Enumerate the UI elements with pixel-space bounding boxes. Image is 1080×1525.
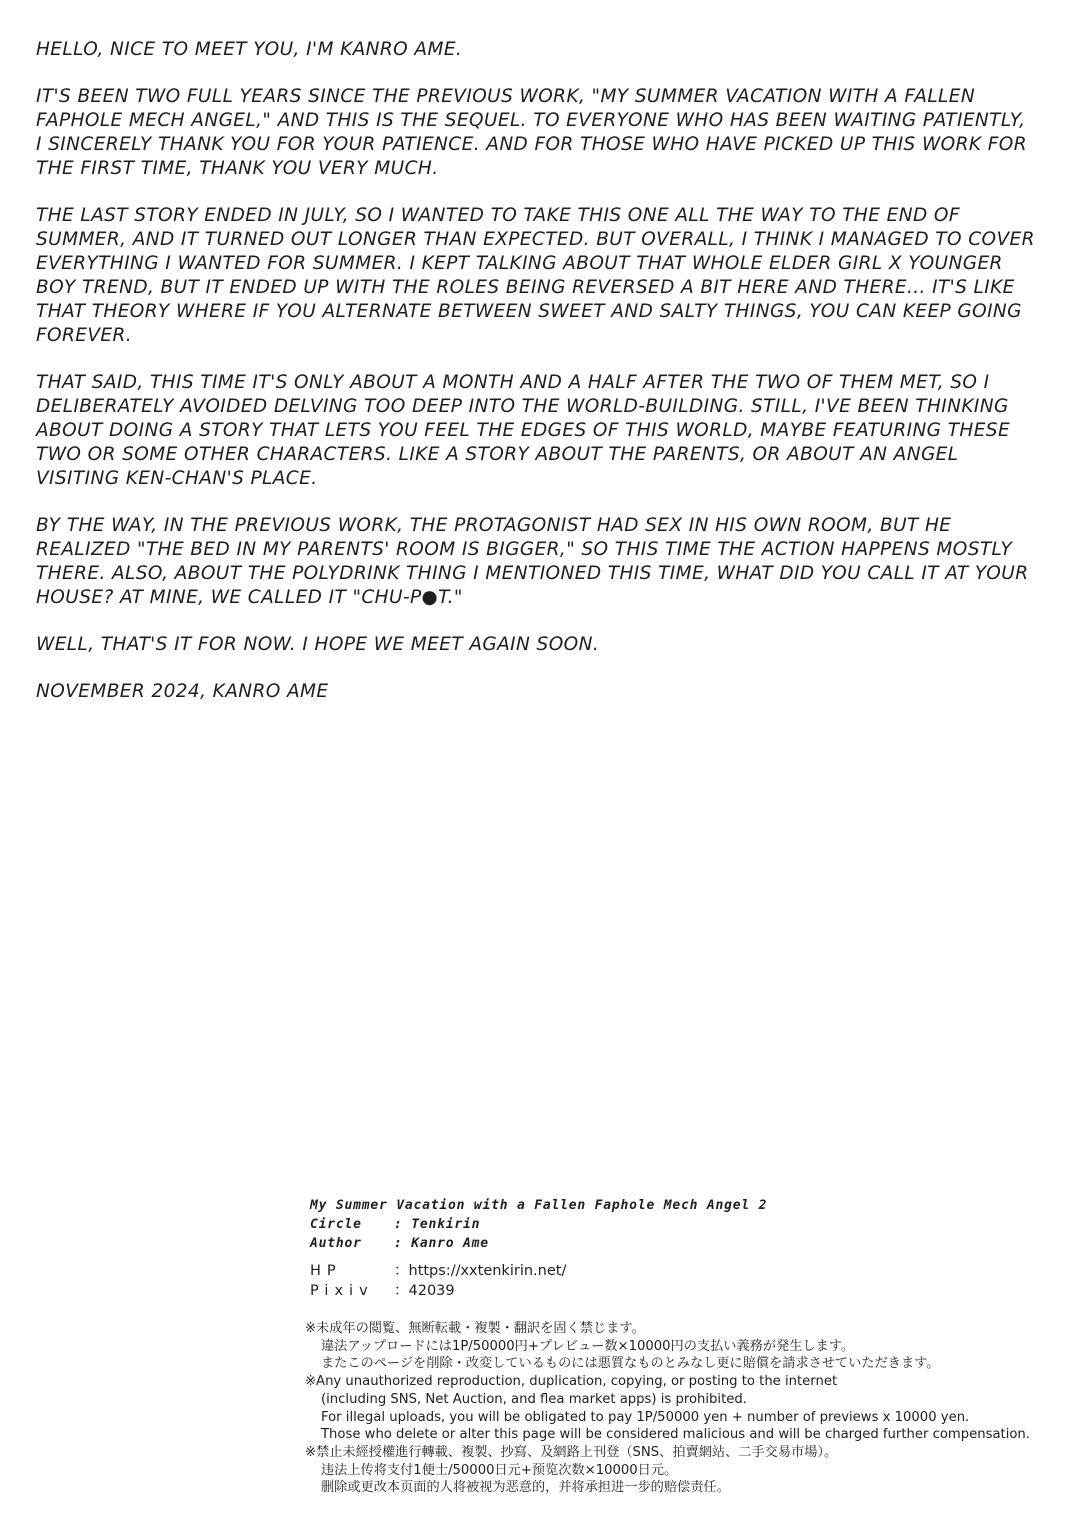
circle-label: Circle <box>310 1217 362 1232</box>
author-label: Author <box>310 1236 362 1251</box>
afterword-paragraph: WELL, THAT'S IT FOR NOW. I HOPE WE MEET AGAIN SOON. <box>36 634 600 655</box>
notice-english <box>305 1373 1065 1444</box>
notice-line: 違法アップロードには1P/50000円+プレビュー数×10000円の支払い義務が発生します。 <box>321 1338 855 1354</box>
afterword-paragraph: IT'S BEEN TWO FULL YEARS SINCE THE PREVIOUS WORK, "MY SUMMER VACATION WITH A FALLEN FAPHOLE MECH ANGEL," AND THIS IS THE SEQUEL. TO EVERYONE WHO HAS BEEN WAITING PATIENTLY, I SINCERELY THANK YOU FOR YOUR PATIENCE. AND FOR THOSE WHO HAVE PICKED UP THIS WORK FOR THE FIRST TIME, THANK YOU VERY MUCH. <box>36 86 1027 179</box>
author-value: : Kanro Ame <box>394 1236 489 1251</box>
notice-line: Those who delete or alter this page will be considered malicious and will be charged further compensation. <box>321 1427 1030 1443</box>
notice-japanese <box>305 1320 1065 1373</box>
afterword-paragraph: HELLO, NICE TO MEET YOU, I'M KANRO AME. <box>36 39 463 60</box>
pixiv-label: Pixiv <box>310 1283 374 1299</box>
links-block <box>310 1261 566 1301</box>
afterword-text <box>36 38 1036 727</box>
afterword-signature: NOVEMBER 2024, KANRO AME <box>36 681 329 702</box>
author-row <box>310 1234 767 1253</box>
afterword-paragraph: BY THE WAY, IN THE PREVIOUS WORK, THE PROTAGONIST HAD SEX IN HIS OWN ROOM, BUT HE REALIZED "THE BED IN MY PARENTS' ROOM IS BIGGER," SO THIS TIME THE ACTION HAPPENS MOSTLY THERE. ALSO, ABOUT THE POLYDRINK THING I MENTIONED THIS TIME, WHAT DID YOU CALL IT AT YOUR HOUSE? AT MINE, WE CALLED IT "CHU-P●T." <box>36 515 1029 608</box>
hp-url: ：https://xxtenkirin.net/ <box>394 1263 567 1279</box>
notice-line: ※禁止未經授權進行轉載、複製、抄寫、及網路上刊登（SNS、拍賣網站、二手交易市場）。 <box>305 1444 838 1460</box>
notice-line: またこのページを削除・改変しているものには悪質なものとみなし更に賠償を請求させていただきます。 <box>321 1356 940 1372</box>
pixiv-id: ：42039 <box>394 1283 455 1299</box>
afterword-paragraph: THE LAST STORY ENDED IN JULY, SO I WANTED TO TAKE THIS ONE ALL THE WAY TO THE END OF SUMMER, AND IT TURNED OUT LONGER THAN EXPECTED. BUT OVERALL, I THINK I MANAGED TO COVER EVERYTHING I WANTED FOR SUMMER. I KEPT TALKING ABOUT THAT WHOLE ELDER GIRL X YOUNGER BOY TREND, BUT IT ENDED UP WITH THE ROLES BEING REVERSED A BIT HERE AND THERE... IT'S LIKE THAT THEORY WHERE IF YOU ALTERNATE BETWEEN SWEET AND SALTY THINGS, YOU CAN KEEP GOING FOREVER. <box>36 205 1035 346</box>
notice-chinese <box>305 1444 1065 1497</box>
circle-value: : Tenkirin <box>394 1217 481 1232</box>
circle-row <box>310 1215 767 1234</box>
notice-line: For illegal uploads, you will be obligated to pay 1P/50000 yen + number of previews x 10000 yen. <box>321 1409 970 1425</box>
credits-block <box>310 1196 767 1253</box>
notice-line: (including SNS, Net Auction, and flea market apps) is prohibited. <box>321 1391 747 1407</box>
hp-row <box>310 1261 566 1281</box>
notice-line: ※未成年の閲覧、無断転載・複製・翻訳を固く禁じます。 <box>305 1321 645 1336</box>
notice-line: 删除或更改本页面的人将被视为恶意的，并将承担进一步的赔偿责任。 <box>321 1480 730 1496</box>
afterword-paragraph: THAT SAID, THIS TIME IT'S ONLY ABOUT A MONTH AND A HALF AFTER THE TWO OF THEM MET, SO I DELIBERATELY AVOIDED DELVING TOO DEEP INTO THE WORLD-BUILDING. STILL, I'VE BEEN THINKING ABOUT DOING A STORY THAT LETS YOU FEEL THE EDGES OF THIS WORLD, MAYBE FEATURING THESE TWO OR SOME OTHER CHARACTERS. LIKE A STORY ABOUT THE PARENTS, OR ABOUT AN ANGEL VISITING KEN-CHAN'S PLACE. <box>36 372 1011 489</box>
notice-line: ※Any unauthorized reproduction, duplication, copying, or posting to the internet <box>305 1374 838 1390</box>
copyright-notices <box>305 1320 1065 1497</box>
pixiv-row <box>310 1281 566 1301</box>
notice-line: 违法上传将支付1便士/50000日元+预览次数×10000日元。 <box>321 1462 678 1478</box>
work-title: My Summer Vacation with a Fallen Faphole Mech Angel 2 <box>310 1198 768 1213</box>
hp-label: HP <box>310 1263 342 1279</box>
